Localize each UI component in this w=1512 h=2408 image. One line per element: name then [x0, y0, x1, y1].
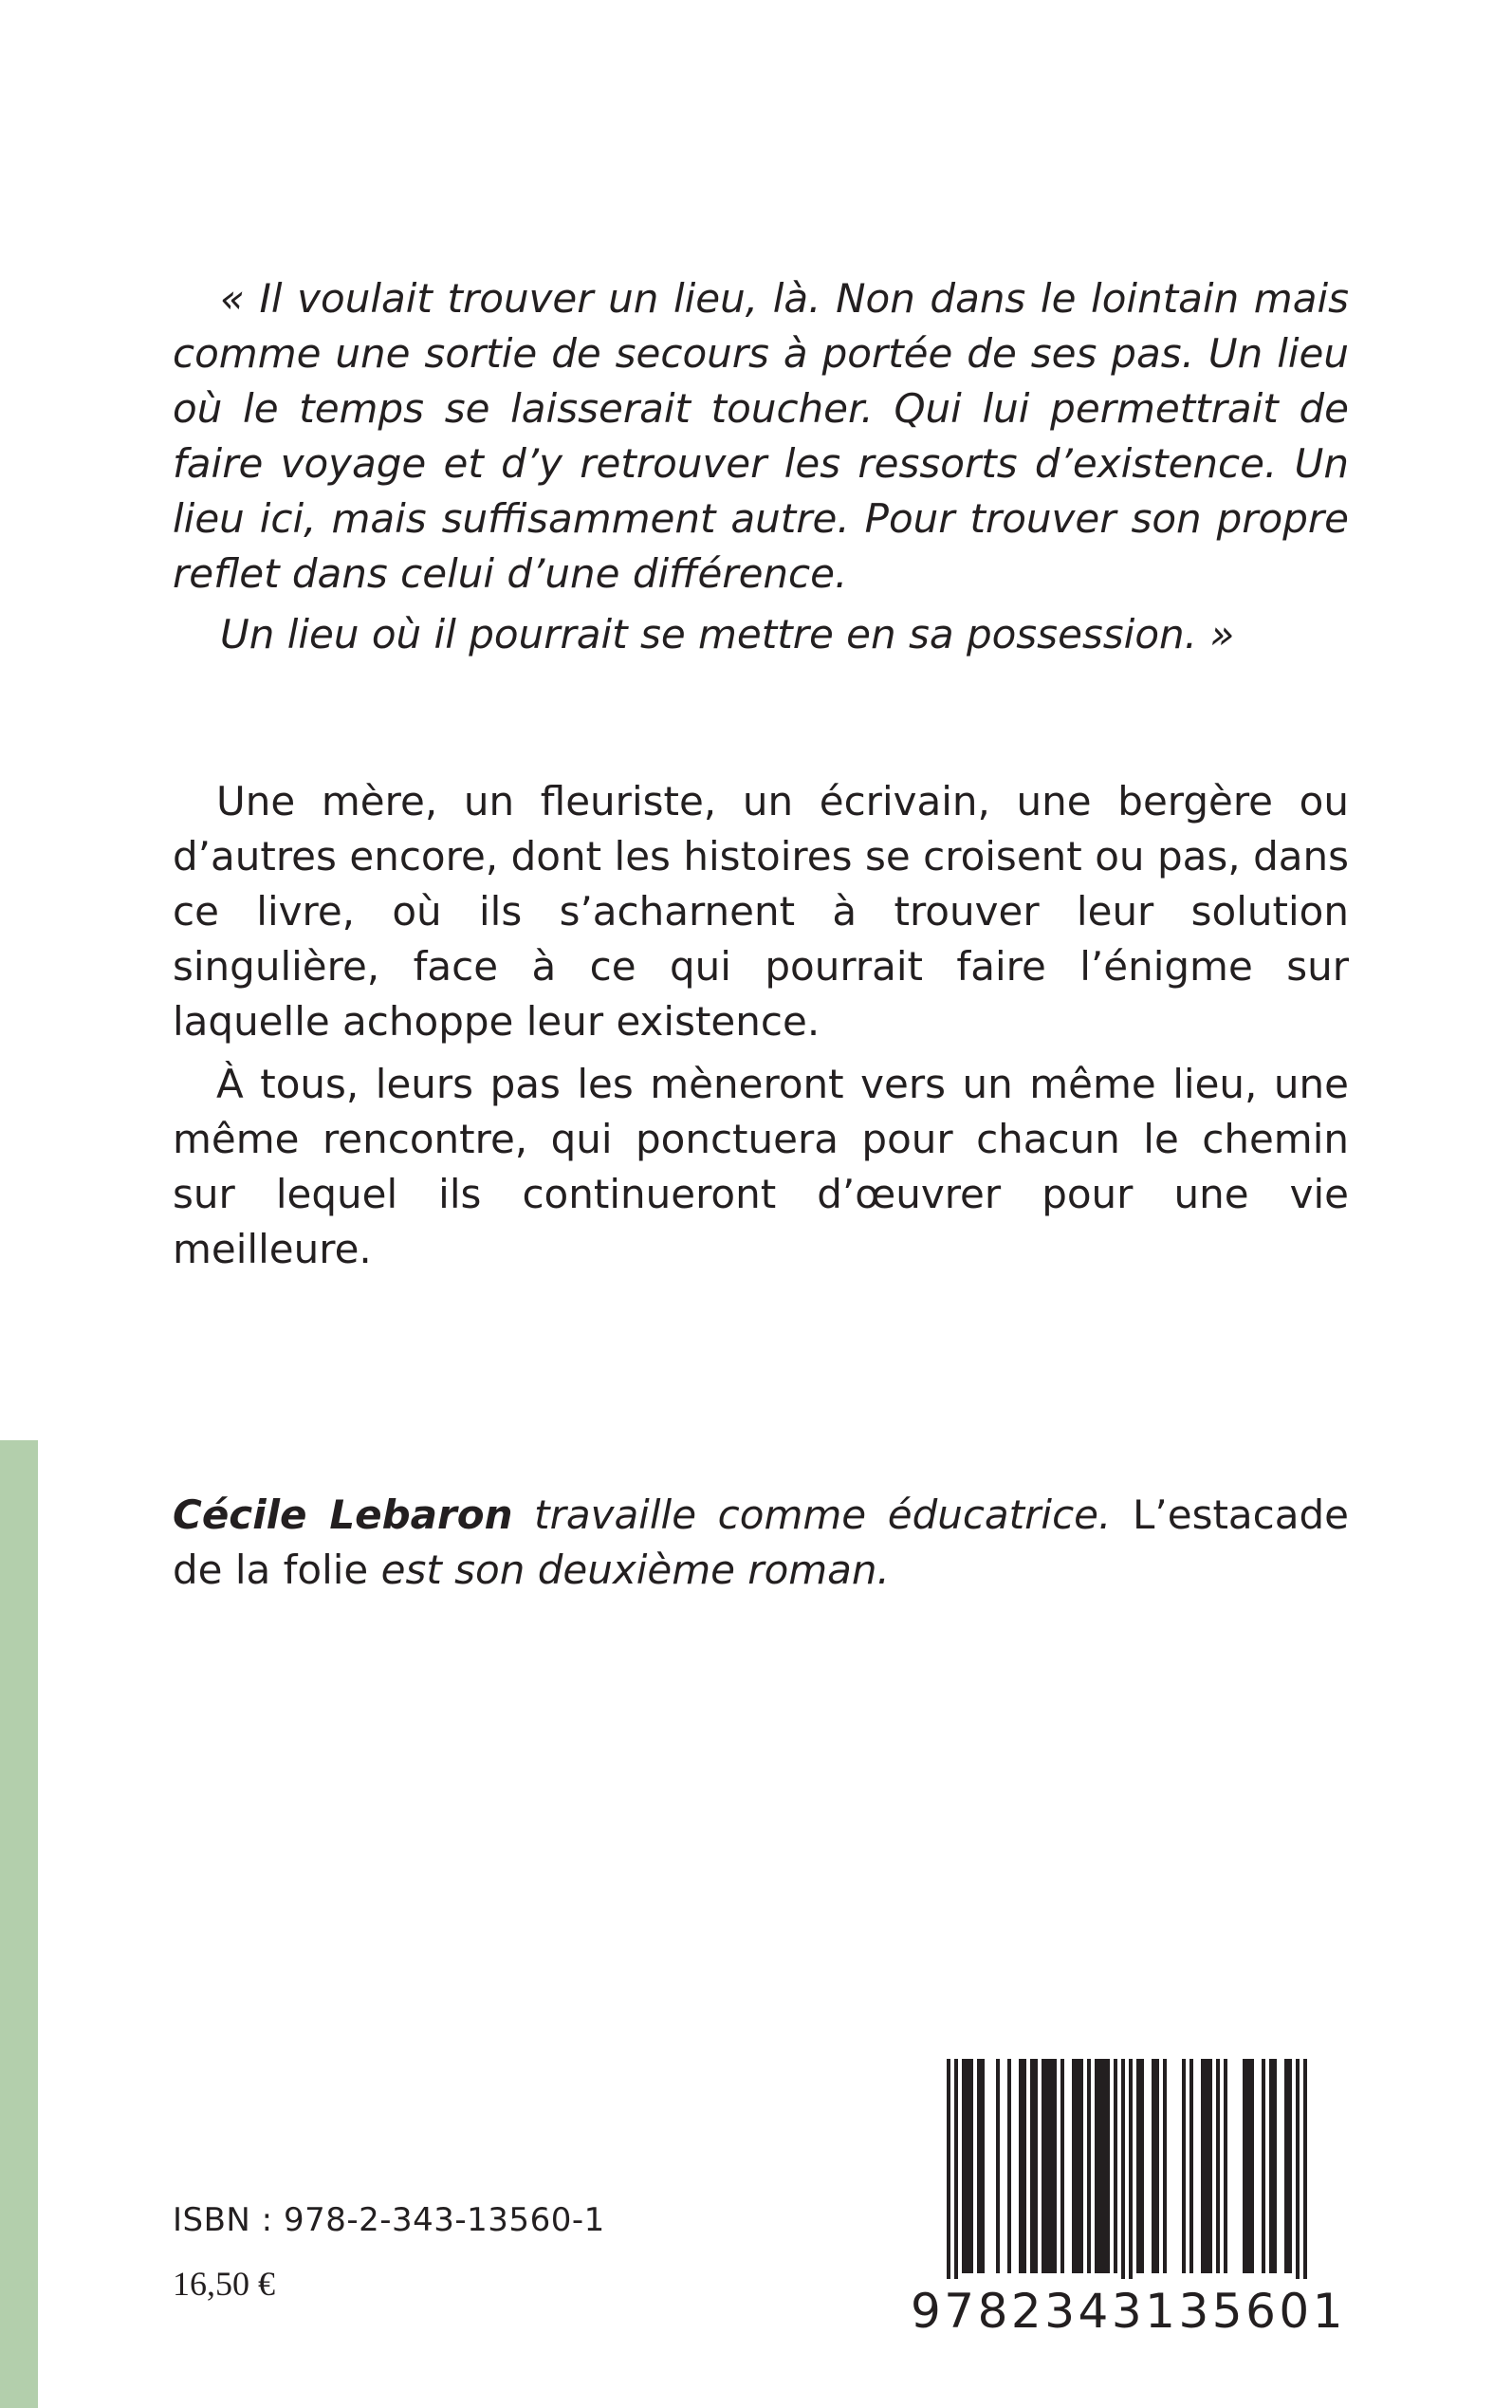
- price-label: 16,50 €: [173, 2265, 275, 2303]
- barcode-bar: [1087, 2059, 1091, 2273]
- barcode-bar: [981, 2059, 985, 2273]
- barcode-bar: [1060, 2059, 1064, 2273]
- quote-paragraph-2: Un lieu où il pourrait se mettre en sa possession. »: [220, 611, 1235, 658]
- author-name: Cécile Lebaron: [173, 1491, 513, 1538]
- barcode-bar: [1034, 2059, 1038, 2273]
- barcode-bar: [1121, 2059, 1125, 2279]
- barcode-bar: [1269, 2059, 1273, 2273]
- barcode-bar: [1042, 2059, 1045, 2273]
- barcode-bar: [1053, 2059, 1057, 2273]
- barcode-bar: [1102, 2059, 1106, 2273]
- author-bio: [173, 1488, 1349, 1598]
- barcode-bar: [1155, 2059, 1159, 2273]
- quote-paragraph-1: « Il voulait trouver un lieu, là. Non dans le lointain mais comme une sortie de secours à portée de ses pas. Un lieu où le temps se laisserait toucher. Qui lui permettrait de faire voyage et d’y retrouver les ressorts d’existence. Un lieu ici, mais suffisamment autre. Pour trouver son propre reflet dans celui d’une différence.: [173, 275, 1349, 597]
- barcode-bar: [1007, 2059, 1011, 2273]
- barcode-bar: [996, 2059, 1000, 2273]
- back-cover-quote: [173, 271, 1349, 662]
- barcode-bar: [966, 2059, 969, 2273]
- barcode-bar: [1288, 2059, 1292, 2273]
- barcode-bar: [954, 2059, 958, 2279]
- barcode-bar: [1163, 2059, 1167, 2273]
- barcode-bar: [1224, 2059, 1227, 2273]
- barcode-bar: [1095, 2059, 1098, 2273]
- barcode-bar: [1296, 2059, 1300, 2279]
- barcode-bar: [1072, 2059, 1076, 2273]
- barcode-bar: [1076, 2059, 1079, 2273]
- barcode-bar: [1136, 2059, 1140, 2273]
- synopsis-paragraph-1: Une mère, un fleuriste, un écrivain, une bergère ou d’autres encore, dont les histoires se croisent ou pas, dans ce livre, où ils s’acharnent à trouver leur solution singulière, face à ce qui pourrait faire l’énigme sur laquelle achoppe leur existence.: [173, 778, 1349, 1045]
- barcode-bar: [1273, 2059, 1277, 2273]
- barcode-bar: [1246, 2059, 1250, 2273]
- barcode-digits: 9782343135601: [911, 2284, 1347, 2339]
- barcode: [911, 2059, 1347, 2343]
- barcode-bar: [962, 2059, 966, 2273]
- barcode-bar: [1114, 2059, 1117, 2273]
- barcode-bar: [1189, 2059, 1193, 2273]
- barcode-bar: [1182, 2059, 1186, 2273]
- barcode-bar: [1129, 2059, 1133, 2279]
- barcode-bar: [1079, 2059, 1083, 2273]
- barcode-bars: [911, 2059, 1347, 2287]
- barcode-bar: [1303, 2059, 1307, 2279]
- barcode-bar: [1106, 2059, 1110, 2273]
- author-job: travaille comme éducatrice.: [512, 1491, 1112, 1538]
- barcode-bar: [1023, 2059, 1026, 2273]
- isbn-label: ISBN : 978-2-343-13560-1: [173, 2201, 605, 2239]
- barcode-bar: [1098, 2059, 1102, 2273]
- barcode-bar: [977, 2059, 981, 2273]
- green-spine-stripe: [0, 1440, 38, 2408]
- barcode-bar: [1030, 2059, 1034, 2273]
- barcode-bar: [1262, 2059, 1265, 2273]
- barcode-bar: [1140, 2059, 1144, 2273]
- barcode-bar: [1216, 2059, 1220, 2273]
- barcode-bar: [1208, 2059, 1212, 2273]
- barcode-bar: [1152, 2059, 1155, 2273]
- synopsis-paragraph-2: À tous, leurs pas les mèneront vers un même lieu, une même rencontre, qui ponctuera pour chacun le chemin sur lequel ils continueront d’œuvrer pour une vie meilleure.: [173, 1061, 1349, 1272]
- barcode-bar: [1284, 2059, 1288, 2273]
- barcode-bar: [947, 2059, 950, 2279]
- barcode-bar: [1250, 2059, 1254, 2273]
- synopsis: [173, 774, 1349, 1277]
- barcode-bar: [1201, 2059, 1205, 2273]
- author-bio-text: [173, 1488, 1349, 1598]
- barcode-bar: [1205, 2059, 1208, 2273]
- barcode-bar: [1049, 2059, 1053, 2273]
- author-bio-tail: est son deuxième roman.: [368, 1547, 890, 1593]
- barcode-bar: [1243, 2059, 1246, 2273]
- barcode-bar: [1019, 2059, 1023, 2273]
- barcode-bar: [1045, 2059, 1049, 2273]
- barcode-bar: [969, 2059, 973, 2273]
- book-title: L’estacade de la folie: [173, 1491, 1349, 1593]
